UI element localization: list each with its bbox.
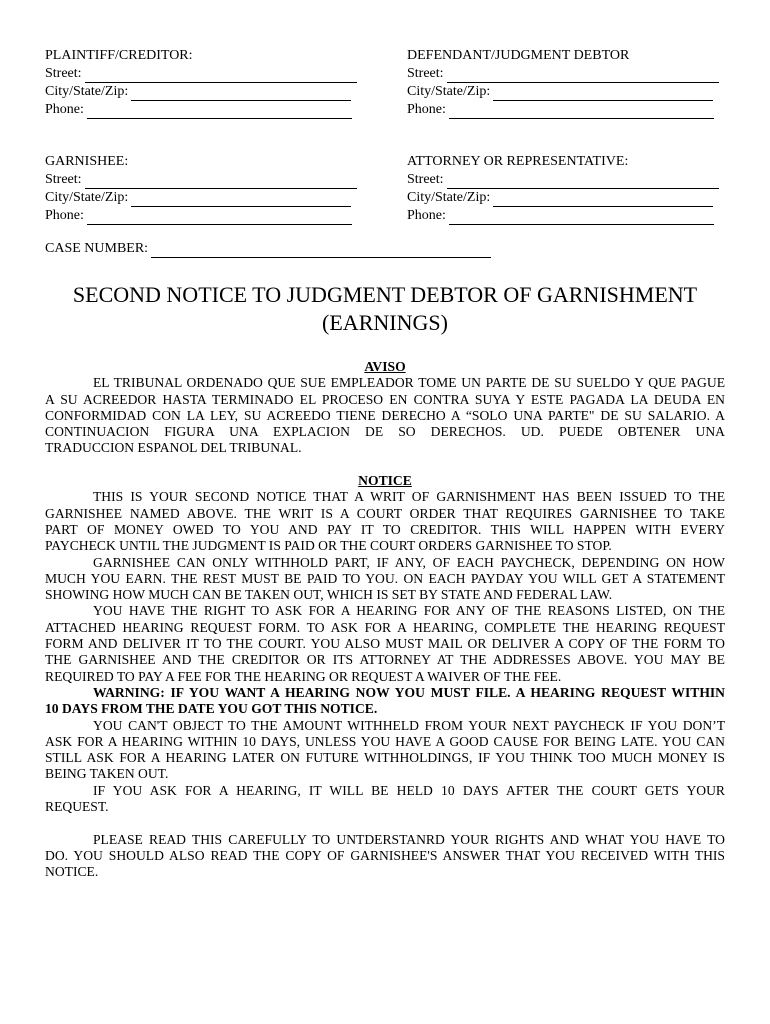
notice-heading: NOTICE	[358, 473, 412, 489]
garnishee-street-field	[45, 171, 357, 189]
plaintiff-phone-field	[45, 101, 357, 119]
phone-label: Phone:	[45, 102, 84, 117]
aviso-paragraph	[45, 375, 725, 456]
text-line: ASK FOR A HEARING WITHIN 10 DAYS, UNLESS YOU HAVE A GOOD CAUSE FOR BEING LATE. YOU CAN	[45, 733, 725, 749]
street-label: Street:	[45, 172, 82, 187]
case-number-label: CASE NUMBER:	[45, 241, 149, 256]
case-number-input[interactable]	[151, 244, 491, 258]
garnishee-phone-field	[45, 207, 357, 225]
text-line: SHOWING HOW MUCH CAN BE TAKEN OUT, WHICH IS SET BY STATE AND FEDERAL LAW.	[45, 587, 613, 603]
notice-body	[45, 359, 725, 881]
text-line: CONTINUACION FIGURA UNA EXPLACION DE SO DERECHOS. UD. PUEDE OBTENER UNA	[45, 424, 725, 440]
text-line: YOU CAN'T OBJECT TO THE AMOUNT WITHHELD FROM YOUR NEXT PAYCHECK IF YOU DON’T	[93, 717, 725, 733]
text-line: STILL ASK FOR A HEARING LATER ON FUTURE WITHHOLDINGS, IF YOU THINK TOO MUCH MONEY IS	[45, 750, 725, 766]
text-line: 10 DAYS FROM THE DATE YOU GOT THIS NOTICE.	[45, 701, 378, 717]
text-line: A SU ACREEDOR HASTA TERMINADO EL PROCESO EN CONTRA SUYA Y ESTE PAGADA LA DEUDA EN	[45, 391, 725, 407]
text-line: WARNING: IF YOU WANT A HEARING NOW YOU MUST FILE. A HEARING REQUEST WITHIN	[93, 684, 725, 700]
garnishee-block	[45, 153, 357, 225]
text-line: EL TRIBUNAL ORDENADO QUE SUE EMPLEADOR TOME UN PARTE DE SU SUELDO Y QUE PAGUE	[93, 375, 725, 391]
notice-paragraph	[45, 489, 725, 554]
attorney-heading: ATTORNEY OR REPRESENTATIVE:	[407, 154, 629, 169]
city-input[interactable]	[493, 87, 713, 101]
street-label: Street:	[407, 172, 444, 187]
notice-paragraphs	[45, 489, 725, 880]
plaintiff-city-field	[45, 83, 357, 101]
text-line: DO. YOU SHOULD ALSO READ THE COPY OF GARNISHEE'S ANSWER THAT YOU RECEIVED WITH THIS	[45, 847, 725, 863]
text-line: TRADUCCION ESPANOL DEL TRIBUNAL.	[45, 440, 302, 456]
city-input[interactable]	[131, 87, 351, 101]
text-line: CONFORMIDAD CON LA LEY, SU ACREEDO TIENE DERECHO A “SOLO UNA PARTE" DE SU SALARIO. A	[45, 407, 725, 423]
defendant-heading: DEFENDANT/JUDGMENT DEBTOR	[407, 48, 630, 63]
phone-input[interactable]	[449, 105, 714, 119]
text-line: PART OF MONEY OWED TO YOU AND PAY IT TO CREDITOR. THIS WILL HAPPEN WITH EVERY	[45, 521, 725, 537]
text-line: BEING TAKEN OUT.	[45, 766, 169, 782]
phone-label: Phone:	[407, 102, 446, 117]
text-line: MUCH YOU EARN. THE REST MUST BE PAID TO YOU. ON EACH PAYDAY YOU WILL GET A STATEMENT	[45, 570, 725, 586]
phone-input[interactable]	[87, 211, 352, 225]
text-line: ATTACHED HEARING REQUEST FORM. TO ASK FOR A HEARING, COMPLETE THE HEARING REQUEST	[45, 619, 725, 635]
phone-label: Phone:	[45, 208, 84, 223]
defendant-phone-field	[407, 101, 719, 119]
warning-paragraph	[45, 685, 725, 718]
text-line: PAYCHECK UNTIL THE JUDGMENT IS PAID OR THE COURT ORDERS GARNISHEE TO STOP.	[45, 538, 612, 554]
notice-paragraph	[45, 555, 725, 604]
attorney-street-field	[407, 171, 719, 189]
case-number-field	[45, 240, 491, 258]
city-label: City/State/Zip:	[45, 190, 129, 205]
street-input[interactable]	[85, 69, 357, 83]
street-label: Street:	[45, 66, 82, 81]
aviso-heading: AVISO	[364, 359, 406, 374]
text-line: REQUIRED TO PAY A FEE FOR THE HEARING OR REQUEST A WAIVER OF THE FEE.	[45, 668, 562, 684]
text-line: GARNISHEE CAN ONLY WITHHOLD PART, IF ANY, OF EACH PAYCHECK, DEPENDING ON HOW	[93, 554, 725, 570]
garnishee-city-field	[45, 189, 357, 207]
phone-input[interactable]	[449, 211, 714, 225]
defendant-block	[407, 47, 719, 119]
garnishee-heading: GARNISHEE:	[45, 154, 129, 169]
text-line: NOTICE.	[45, 864, 99, 880]
page-title	[0, 281, 770, 337]
text-line: FORM AND DELIVER IT TO THE COURT. YOU ALSO MUST MAIL OR DELIVER A COPY OF THE FORM TO	[45, 636, 725, 652]
plaintiff-heading: PLAINTIFF/CREDITOR:	[45, 48, 193, 63]
street-input[interactable]	[85, 175, 357, 189]
text-line: IF YOU ASK FOR A HEARING, IT WILL BE HELD 10 DAYS AFTER THE COURT GETS YOUR	[93, 782, 725, 798]
city-input[interactable]	[493, 193, 713, 207]
phone-label: Phone:	[407, 208, 446, 223]
attorney-city-field	[407, 189, 719, 207]
notice-paragraph	[45, 603, 725, 684]
notice-paragraph	[45, 832, 725, 881]
defendant-street-field	[407, 65, 719, 83]
text-line: GARNISHEE NAMED ABOVE. THE WRIT IS A COURT ORDER THAT REQUIRES GARNISHEE TO TAKE	[45, 505, 725, 521]
title-line-1: SECOND NOTICE TO JUDGMENT DEBTOR OF GARNISHMENT	[72, 282, 698, 307]
notice-paragraph	[45, 718, 725, 783]
text-line: PLEASE READ THIS CAREFULLY TO UNTDERSTANRD YOUR RIGHTS AND WHAT YOU HAVE TO	[93, 831, 725, 847]
attorney-phone-field	[407, 207, 719, 225]
text-line: THE GARNISHEE AND THE CREDITOR OR ITS ATTORNEY AT THE ADDRESSES ABOVE. YOU MAY BE	[45, 652, 725, 668]
plaintiff-street-field	[45, 65, 357, 83]
city-input[interactable]	[131, 193, 351, 207]
title-line-2: (EARNINGS)	[322, 310, 448, 335]
street-input[interactable]	[447, 175, 719, 189]
street-label: Street:	[407, 66, 444, 81]
street-input[interactable]	[447, 69, 719, 83]
attorney-block	[407, 153, 719, 225]
phone-input[interactable]	[87, 105, 352, 119]
text-line: REQUEST.	[45, 799, 109, 815]
city-label: City/State/Zip:	[407, 84, 491, 99]
text-line: YOU HAVE THE RIGHT TO ASK FOR A HEARING FOR ANY OF THE REASONS LISTED, ON THE	[93, 603, 725, 619]
city-label: City/State/Zip:	[407, 190, 491, 205]
notice-paragraph	[45, 783, 725, 816]
text-line: THIS IS YOUR SECOND NOTICE THAT A WRIT OF GARNISHMENT HAS BEEN ISSUED TO THE	[93, 489, 725, 505]
city-label: City/State/Zip:	[45, 84, 129, 99]
plaintiff-block	[45, 47, 357, 119]
defendant-city-field	[407, 83, 719, 101]
